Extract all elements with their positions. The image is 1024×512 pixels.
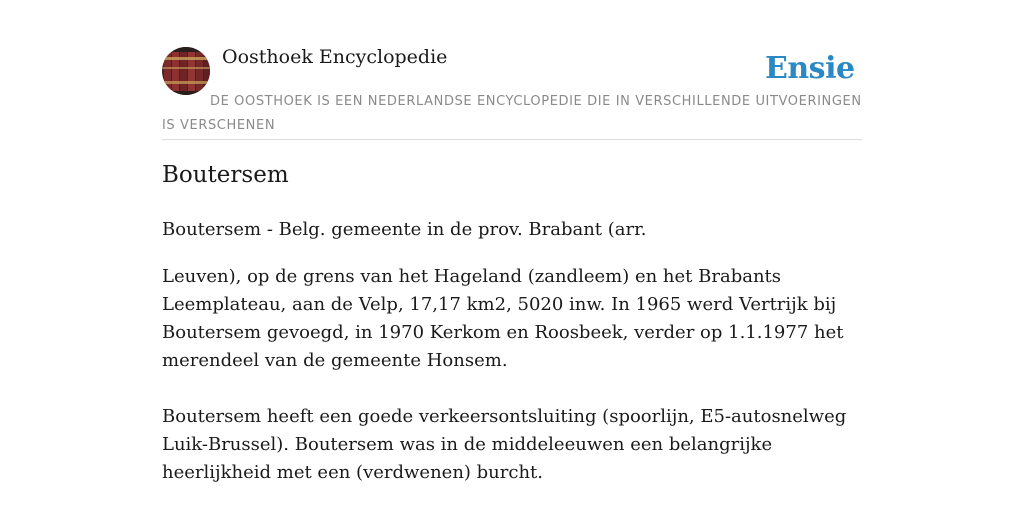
site-name[interactable]: Oosthoek Encyclopedie [222,46,448,68]
header-divider [162,139,862,140]
article-body [162,263,862,512]
article-paragraph: Leuven), op de grens van het Hageland (zandleem) en het Brabants Leemplateau, aan de Velp, 17,17 km2, 5020 inw. In 1965 werd Vertrijk bij Boutersem gevoegd, in 1970 Kerkom en Roosbeek, verder op 1.1.1977 het merendeel van de gemeente Honsem. [162,266,844,371]
brand-logo[interactable]: Ensie [765,51,855,86]
article-paragraph: Boutersem heeft een goede verkeersontsluiting (spoorlijn, E5-autosnelweg Luik-Brussel). Boutersem was in de middeleeuwen een belangrijke heerlijkheid met een (verdwenen) burcht. [162,406,847,483]
article-title: Boutersem [162,162,289,188]
books-icon [162,47,210,95]
article-lead: Boutersem - Belg. gemeente in de prov. Brabant (arr. [162,219,647,240]
encyclopedia-books-avatar[interactable] [162,47,210,95]
site-tagline: DE OOSTHOEK IS EEN NEDERLANDSE ENCYCLOPEDIE DIE IN VERSCHILLENDE UITVOERINGEN IS VERSCHENEN [162,94,862,133]
